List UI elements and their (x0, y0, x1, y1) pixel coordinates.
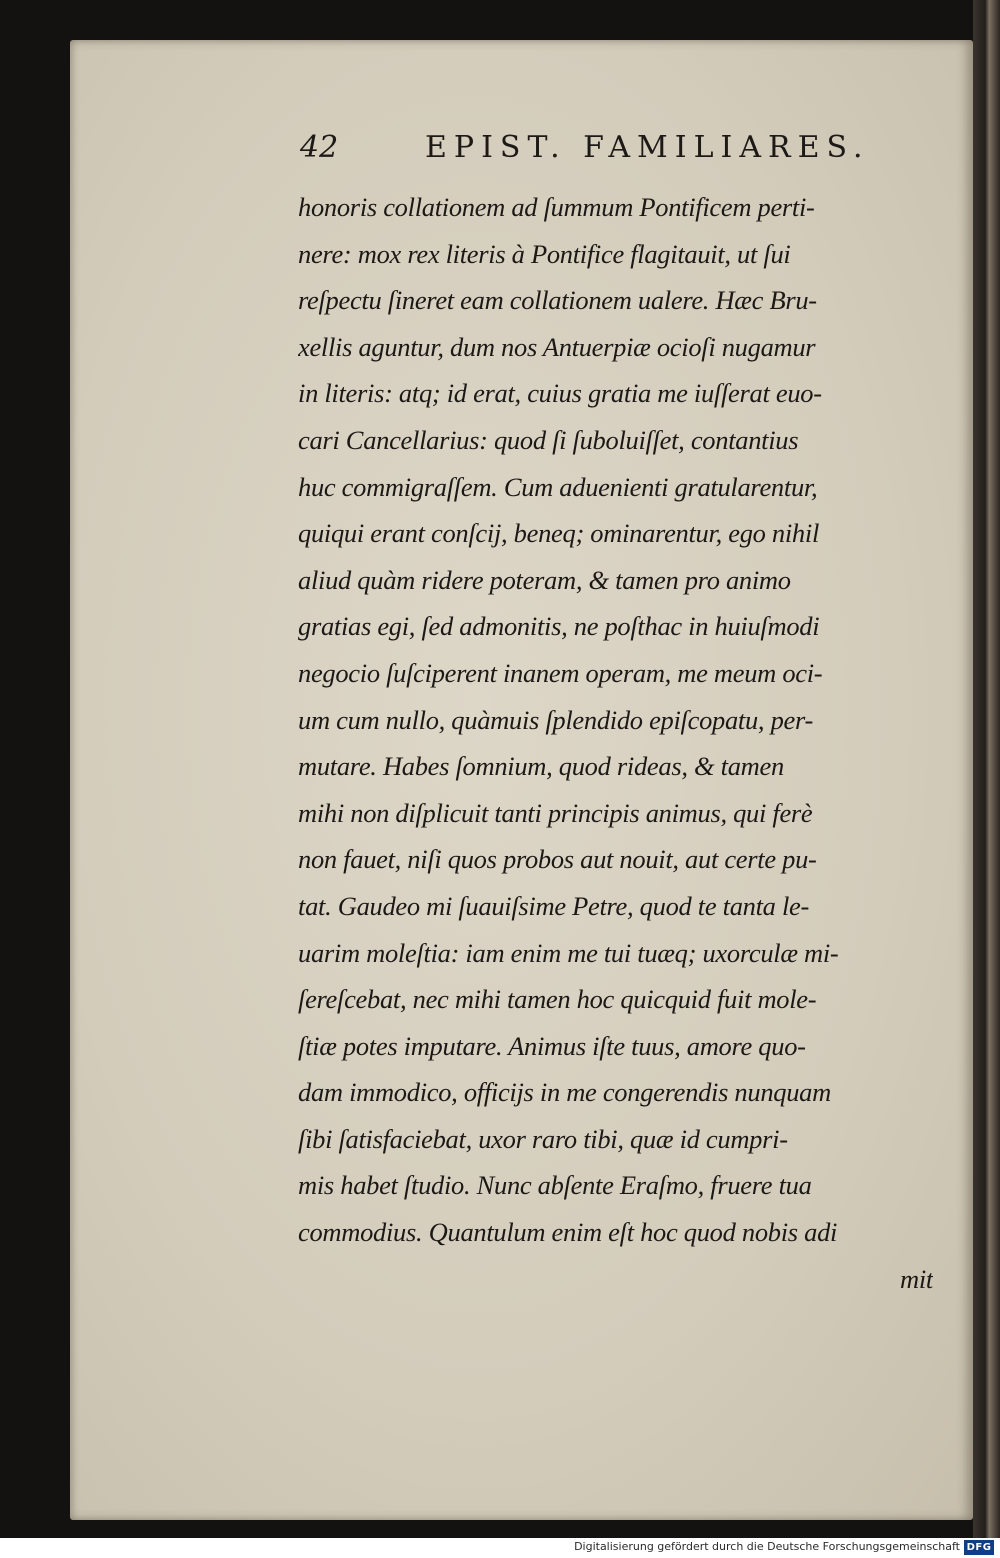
text-line: nere: mox rex literis à Pontifice flagitauit, ut ſui (298, 238, 791, 269)
catchword: mit (900, 1263, 933, 1294)
text-line: ſtiæ potes imputare. Animus iſte tuus, amore quo- (298, 1030, 806, 1061)
text-line: non fauet, niſi quos probos aut nouit, aut certe pu- (298, 844, 817, 875)
text-line: in literis: atq; id erat, cuius gratia me iuſſerat euo- (298, 378, 822, 409)
text-line: quiqui erant conſcij, beneq; ominarentur, ego nihil (298, 518, 820, 549)
dfg-logo: DFG (964, 1540, 994, 1555)
text-line: commodius. Quantulum enim eſt hoc quod nobis adi (298, 1217, 838, 1248)
text-line: dam immodico, officijs in me congerendis nunquam (298, 1077, 831, 1108)
text-line: negocio ſuſciperent inanem operam, me meum oci- (298, 657, 823, 688)
running-head (300, 130, 870, 174)
text-line: um cum nullo, quàmuis ſplendido epiſcopatu, per- (298, 704, 814, 735)
funding-credit: Digitalisierung gefördert durch die Deutsche Forschungsgemeinschaft (574, 1540, 960, 1553)
text-line: mihi non diſplicuit tanti principis animus, qui ferè (298, 797, 813, 828)
text-block (298, 184, 933, 1302)
page-edge (973, 0, 1000, 1538)
text-line: ſibi ſatisfaciebat, uxor raro tibi, quæ id cumpri- (298, 1123, 788, 1154)
text-line: cari Cancellarius: quod ſi ſuboluiſſet, contantius (298, 424, 799, 455)
text-line: xellis aguntur, dum nos Antuerpiæ ocioſi nugamur (298, 331, 816, 362)
text-line: honoris collationem ad ſummum Pontificem perti- (298, 192, 815, 222)
text-line: aliud quàm ridere poteram, & tamen pro animo (298, 564, 791, 595)
running-head-title: EPIST. FAMILIARES. (425, 130, 870, 165)
text-line: tat. Gaudeo mi ſuauiſsime Petre, quod te tanta le- (298, 890, 809, 921)
footer-bar (0, 1538, 1000, 1558)
text-line: uarim moleſtia: iam enim me tui tuæq; uxorculæ mi- (298, 937, 839, 968)
text-line: mutare. Habes ſomnium, quod rideas, & tamen (298, 751, 784, 782)
text-line: gratias egi, ſed admonitis, ne poſthac in huiuſmodi (298, 611, 820, 642)
text-line: reſpectu ſineret eam collationem ualere. Hæc Bru- (298, 285, 817, 316)
text-line: huc commigraſſem. Cum aduenienti gratularentur, (298, 471, 818, 502)
text-line: mis habet ſtudio. Nunc abſente Eraſmo, fruere tua (298, 1170, 812, 1201)
text-line: ſereſcebat, nec mihi tamen hoc quicquid fuit mole- (298, 984, 817, 1015)
page-number: 42 (300, 130, 339, 165)
